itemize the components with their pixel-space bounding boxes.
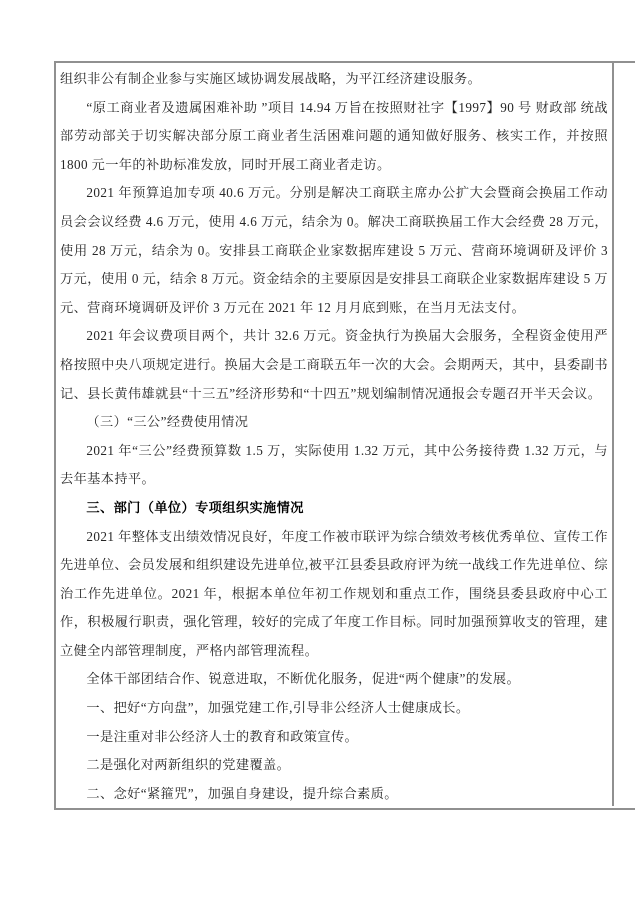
paragraph: 一、把好“方向盘”，加强党建工作,引导非公经济人士健康成长。: [86, 700, 470, 716]
side-cell: [614, 63, 635, 808]
text-cell: [56, 63, 614, 806]
paragraph: 二、念好“紧箍咒”，加强自身建设，提升综合素质。: [86, 785, 398, 801]
paragraph: 全体干部团结合作、锐意进取，不断优化服务，促进“两个健康”的发展。: [86, 671, 521, 687]
paragraph: 2021 年预算追加专项 40.6 万元。分别是解决工商联主席办公扩大会暨商会换届工作动员会会议经费 4.6 万元，使用 4.6 万元，结余为 0。解决工商联换届工作大会经费 28 万元，使用 28 万元，结余为 0。安排县工商联企业家数据库建设 5 万元、营商环境调研及评价 3 万元，使用 0 元，结余 8 万元。资金结余的主要原因是安排县工商联企业家数据库建设 5 万元、营商环境调研及评价 3 万元在 2021 年 12 月月底到账，在当月无法支付。: [60, 185, 608, 315]
section-heading: 三、部门（单位）专项组织实施情况: [86, 499, 304, 515]
paragraph: 一是注重对非公经济人士的教育和政策宣传。: [86, 728, 359, 744]
paragraph: “原工商业者及遗属困难补助 ”项目 14.94 万旨在按照财社字【1997】90 号 财政部 统战部劳动部关于切实解决部分原工商业者生活困难问题的通知做好服务、核实工作，并按照 1800 元一年的补助标准发放，同时开展工商业者走访。: [60, 99, 608, 172]
paragraph: 2021 年会议费项目两个，共计 32.6 万元。资金执行为换届大会服务，全程资金使用严格按照中央八项规定进行。换届大会是工商联五年一次的大会。会期两天，其中，县委副书记、县长黄伟雄就县“十三五”经济形势和“十四五”规划编制情况通报会专题召开半天会议。: [60, 328, 608, 401]
paragraph: 组织非公有制企业参与实施区域协调发展战略，为平江经济建设服务。: [60, 71, 482, 86]
paragraph: 2021 年整体支出绩效情况良好，年度工作被市联评为综合绩效考核优秀单位、宣传工作先进单位、会员发展和组织建设先进单位,被平江县委县政府评为统一战线工作先进单位、综治工作先进单位。2021 年，根据本单位年初工作规划和重点工作，围绕县委县政府中心工作，积极履行职责，强化管理，较好的完成了年度工作目标。同时加强预算收支的管理，建立健全内部管理制度，严格内部管理流程。: [60, 528, 608, 658]
paragraph: 2021 年“三公”经费预算数 1.5 万，实际使用 1.32 万元，其中公务接待费 1.32 万元，与去年基本持平。: [60, 442, 608, 487]
report-table: [54, 61, 635, 810]
paragraph: （三）“三公”经费使用情况: [86, 414, 249, 430]
paragraph: 二是强化对两新组织的党建覆盖。: [86, 757, 291, 773]
